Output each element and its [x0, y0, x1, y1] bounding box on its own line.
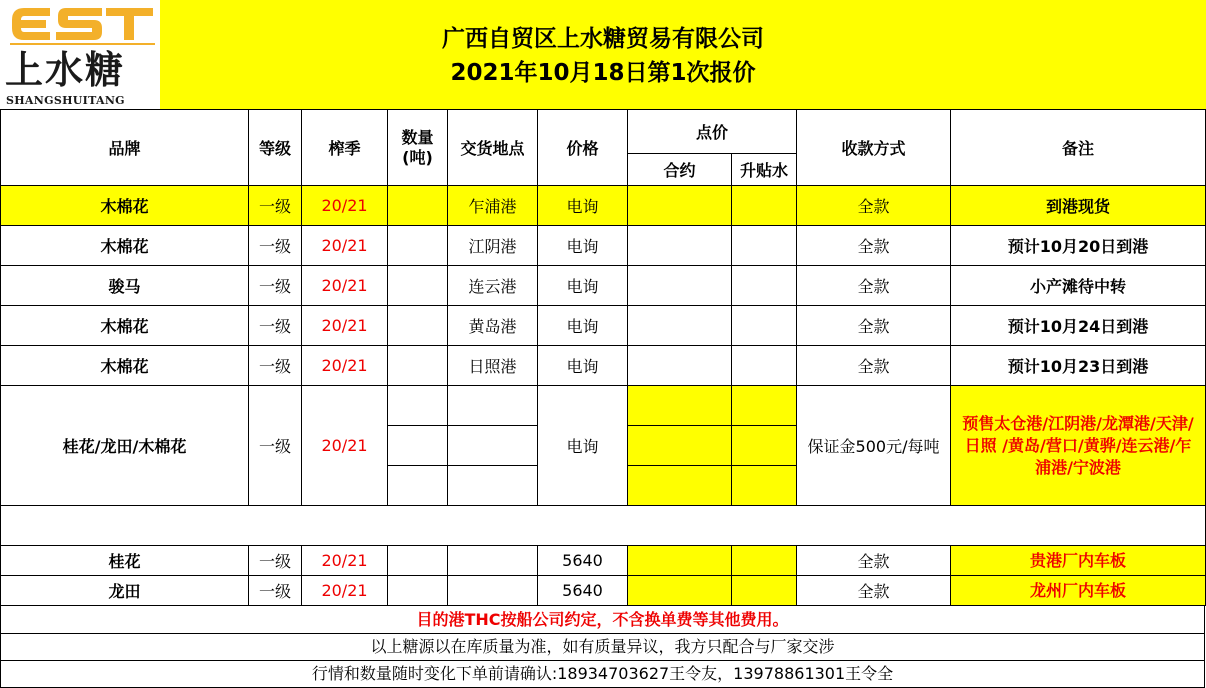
presale-row	[1, 386, 1206, 426]
cell-payment: 全款	[797, 576, 951, 606]
header-contract: 合约	[628, 154, 732, 186]
cell-contract	[628, 226, 732, 266]
cell-premium	[732, 386, 797, 426]
header-quantity: 数量(吨)	[388, 110, 448, 186]
cell-contract	[628, 346, 732, 386]
table-row	[1, 186, 1206, 226]
cell-payment: 全款	[797, 306, 951, 346]
factory-row	[1, 576, 1206, 606]
cell-remarks: 龙州厂内车板	[951, 576, 1206, 606]
cell-contract	[628, 576, 732, 606]
cell-location: 日照港	[448, 346, 538, 386]
footer-contact-note: 行情和数量随时变化下单前请确认:18934703627王令友，13978861301王令全	[0, 661, 1205, 688]
cell-brand: 桂花/龙田/木棉花	[1, 386, 249, 506]
cell-remarks: 到港现货	[951, 186, 1206, 226]
cell-location: 黄岛港	[448, 306, 538, 346]
header-premium: 升贴水	[732, 154, 797, 186]
cell-grade: 一级	[249, 226, 302, 266]
logo-english-name: SHANGSHUITANG	[6, 94, 125, 107]
cell-price: 电询	[538, 186, 628, 226]
footer-quality-note: 以上糖源以在库质量为准，如有质量异议，我方只配合与厂家交涉	[0, 634, 1205, 661]
cell-price: 电询	[538, 306, 628, 346]
header-remarks: 备注	[951, 110, 1206, 186]
cell-grade: 一级	[249, 266, 302, 306]
cell-premium	[732, 546, 797, 576]
cell-brand: 木棉花	[1, 226, 249, 266]
cell-remarks: 预计10月23日到港	[951, 346, 1206, 386]
cell-location	[448, 546, 538, 576]
header-payment: 收款方式	[797, 110, 951, 186]
cell-quantity	[388, 386, 448, 426]
spacer-row	[1, 506, 1206, 546]
cell-quantity	[388, 426, 448, 466]
cell-grade: 一级	[249, 386, 302, 506]
cell-payment: 全款	[797, 546, 951, 576]
cell-contract	[628, 306, 732, 346]
cell-grade: 一级	[249, 346, 302, 386]
cell-quantity	[388, 576, 448, 606]
cell-grade: 一级	[249, 186, 302, 226]
cell-payment: 全款	[797, 226, 951, 266]
cell-price: 电询	[538, 226, 628, 266]
header-brand: 品牌	[1, 110, 249, 186]
cell-quantity	[388, 466, 448, 506]
footer-thc-note: 目的港THC按船公司约定，不含换单费等其他费用。	[0, 605, 1205, 634]
price-table	[0, 109, 1206, 606]
cell-quantity	[388, 226, 448, 266]
header-points: 点价	[628, 110, 797, 154]
cell-brand: 龙田	[1, 576, 249, 606]
cell-quantity	[388, 546, 448, 576]
cell-quantity	[388, 346, 448, 386]
header-banner	[0, 0, 1206, 110]
header-price: 价格	[538, 110, 628, 186]
cell-price: 5640	[538, 546, 628, 576]
logo-mark-icon	[10, 4, 155, 48]
cell-location: 江阴港	[448, 226, 538, 266]
cell-season: 20/21	[302, 546, 388, 576]
cell-location	[448, 576, 538, 606]
cell-price: 电询	[538, 346, 628, 386]
table-row	[1, 306, 1206, 346]
cell-contract	[628, 546, 732, 576]
cell-payment: 保证金500元/每吨	[797, 386, 951, 506]
cell-season: 20/21	[302, 386, 388, 506]
cell-premium	[732, 186, 797, 226]
cell-season: 20/21	[302, 306, 388, 346]
cell-premium	[732, 426, 797, 466]
cell-premium	[732, 466, 797, 506]
header-season: 榨季	[302, 110, 388, 186]
header-location: 交货地点	[448, 110, 538, 186]
factory-row	[1, 546, 1206, 576]
cell-payment: 全款	[797, 266, 951, 306]
cell-price: 5640	[538, 576, 628, 606]
spacer-cell	[1, 506, 1206, 546]
quote-date-title: 2021年10月18日第1次报价	[450, 60, 756, 86]
cell-grade: 一级	[249, 546, 302, 576]
cell-premium	[732, 576, 797, 606]
cell-season: 20/21	[302, 576, 388, 606]
cell-brand: 桂花	[1, 546, 249, 576]
cell-season: 20/21	[302, 186, 388, 226]
cell-payment: 全款	[797, 186, 951, 226]
cell-grade: 一级	[249, 576, 302, 606]
cell-premium	[732, 346, 797, 386]
cell-location	[448, 466, 538, 506]
cell-quantity	[388, 306, 448, 346]
cell-grade: 一级	[249, 306, 302, 346]
cell-contract	[628, 426, 732, 466]
cell-quantity	[388, 266, 448, 306]
cell-location: 乍浦港	[448, 186, 538, 226]
cell-brand: 木棉花	[1, 186, 249, 226]
cell-brand: 骏马	[1, 266, 249, 306]
cell-brand: 木棉花	[1, 306, 249, 346]
table-row	[1, 266, 1206, 306]
cell-premium	[732, 306, 797, 346]
cell-remarks: 预售太仓港/江阴港/龙潭港/天津/日照 /黄岛/营口/黄骅/连云港/乍浦港/宁波港	[951, 386, 1206, 506]
header-row	[1, 110, 1206, 154]
cell-location	[448, 386, 538, 426]
cell-price: 电询	[538, 266, 628, 306]
cell-location	[448, 426, 538, 466]
cell-season: 20/21	[302, 226, 388, 266]
cell-contract	[628, 186, 732, 226]
cell-brand: 木棉花	[1, 346, 249, 386]
header-grade: 等级	[249, 110, 302, 186]
cell-season: 20/21	[302, 346, 388, 386]
company-logo	[0, 0, 160, 109]
cell-remarks: 小产滩待中转	[951, 266, 1206, 306]
cell-contract	[628, 386, 732, 426]
cell-premium	[732, 266, 797, 306]
cell-payment: 全款	[797, 346, 951, 386]
logo-chinese-name: 上水糖	[5, 48, 126, 92]
table-row	[1, 346, 1206, 386]
company-title: 广西自贸区上水糖贸易有限公司	[442, 26, 764, 52]
cell-season: 20/21	[302, 266, 388, 306]
cell-contract	[628, 466, 732, 506]
cell-contract	[628, 266, 732, 306]
cell-premium	[732, 226, 797, 266]
cell-remarks: 预计10月20日到港	[951, 226, 1206, 266]
cell-remarks: 预计10月24日到港	[951, 306, 1206, 346]
cell-location: 连云港	[448, 266, 538, 306]
price-table-wrapper	[0, 109, 1206, 606]
table-row	[1, 226, 1206, 266]
cell-price: 电询	[538, 386, 628, 506]
cell-quantity	[388, 186, 448, 226]
cell-remarks: 贵港厂内车板	[951, 546, 1206, 576]
